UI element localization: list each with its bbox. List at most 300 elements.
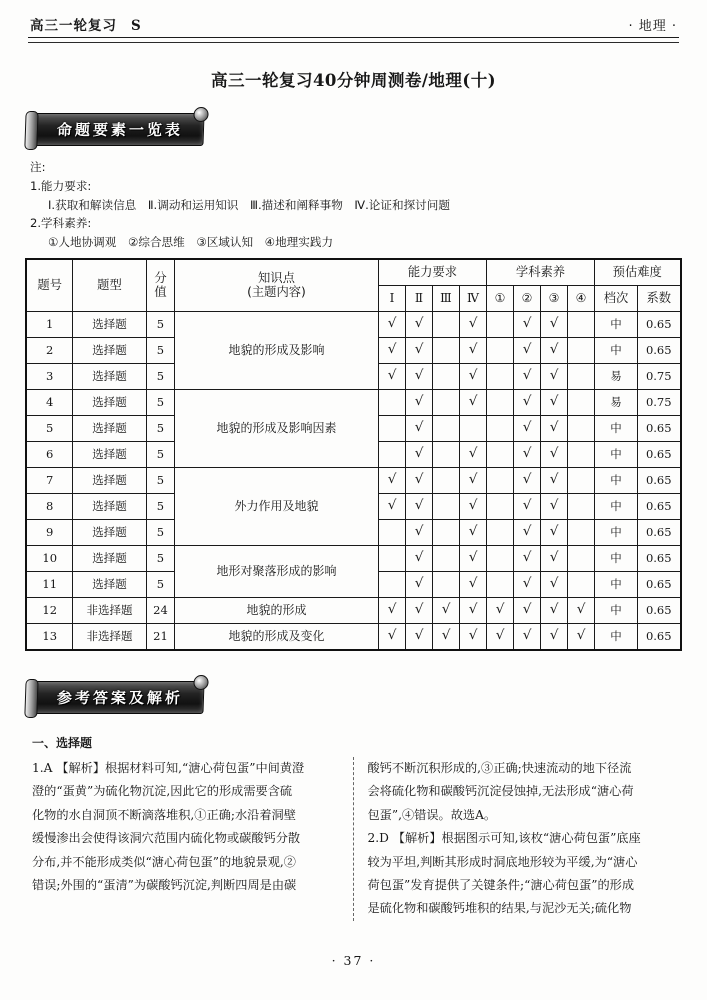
cell-literacy-2 bbox=[513, 389, 540, 415]
cell-ability-1 bbox=[378, 389, 405, 415]
cell-question-type: 选择题 bbox=[72, 467, 146, 493]
page-number: · 37 · bbox=[331, 953, 376, 968]
check-icon: √ bbox=[522, 549, 532, 565]
check-icon: √ bbox=[414, 575, 424, 591]
check-icon: √ bbox=[549, 393, 559, 409]
cell-question-type: 选择题 bbox=[72, 519, 146, 545]
cell-literacy-2 bbox=[513, 519, 540, 545]
check-icon: √ bbox=[549, 419, 559, 435]
cell-score: 24 bbox=[146, 597, 174, 623]
cell-literacy-2 bbox=[513, 311, 540, 337]
cell-question-type: 选择题 bbox=[72, 493, 146, 519]
cell-question-no: 13 bbox=[26, 623, 72, 650]
answer-line: 分布,并不能形成类似“溏心荷包蛋”的地貌景观,② bbox=[32, 854, 296, 869]
answers-banner-wrap bbox=[22, 681, 685, 714]
check-icon: √ bbox=[522, 367, 532, 383]
cell-difficulty-coef: 0.65 bbox=[638, 467, 681, 493]
cell-score: 5 bbox=[146, 441, 174, 467]
cell-ability-3 bbox=[432, 597, 459, 623]
cell-question-no: 5 bbox=[26, 415, 72, 441]
check-icon: √ bbox=[549, 471, 559, 487]
check-icon: √ bbox=[549, 445, 559, 461]
cell-knowledge-point: 地貌的形成及影响 bbox=[174, 311, 378, 389]
exam-elements-table bbox=[25, 258, 681, 651]
check-icon: √ bbox=[522, 627, 532, 643]
cell-ability-2 bbox=[405, 571, 432, 597]
check-icon: √ bbox=[414, 601, 424, 617]
cell-difficulty-coef: 0.65 bbox=[638, 311, 681, 337]
cell-score: 5 bbox=[146, 467, 174, 493]
cell-ability-2 bbox=[405, 389, 432, 415]
cell-score: 5 bbox=[146, 311, 174, 337]
cell-question-type: 选择题 bbox=[72, 363, 146, 389]
answer-line: 1.A 【解析】根据材料可知,“溏心荷包蛋”中间黄澄 bbox=[32, 760, 305, 775]
th-level: 档次 bbox=[595, 285, 638, 311]
check-icon: √ bbox=[468, 627, 478, 643]
cell-difficulty-coef: 0.65 bbox=[638, 597, 681, 623]
th-literacy-3: ③ bbox=[540, 285, 567, 311]
check-icon: √ bbox=[576, 627, 586, 643]
th-literacy: 学科素养 bbox=[486, 259, 594, 286]
th-score-l1: 分 bbox=[154, 271, 167, 286]
cell-literacy-3 bbox=[540, 571, 567, 597]
answer-line: 错误;外围的“蛋清”为碳酸钙沉淀,判断四周是由碳 bbox=[32, 878, 297, 893]
answer-line: 包蛋”,④错误。故选A。 bbox=[367, 807, 497, 822]
check-icon: √ bbox=[414, 367, 424, 383]
cell-literacy-3 bbox=[540, 597, 567, 623]
cell-literacy-4 bbox=[567, 623, 594, 650]
check-icon: √ bbox=[414, 471, 424, 487]
cell-ability-4 bbox=[459, 415, 486, 441]
cell-difficulty-level: 中 bbox=[595, 545, 638, 571]
answers-column-left bbox=[32, 757, 354, 921]
cell-difficulty-coef: 0.65 bbox=[638, 337, 681, 363]
th-knowledge-sub: (主题内容) bbox=[247, 285, 306, 300]
check-icon: √ bbox=[414, 497, 424, 513]
th-literacy-2: ② bbox=[513, 285, 540, 311]
check-icon: √ bbox=[468, 393, 478, 409]
cell-ability-4 bbox=[459, 597, 486, 623]
cell-difficulty-level: 中 bbox=[595, 519, 638, 545]
cell-literacy-1 bbox=[486, 519, 513, 545]
check-icon: √ bbox=[576, 601, 586, 617]
running-head-title: 高三一轮复习 bbox=[30, 18, 117, 34]
cell-ability-1 bbox=[378, 415, 405, 441]
cell-literacy-2 bbox=[513, 467, 540, 493]
cell-difficulty-coef: 0.65 bbox=[638, 493, 681, 519]
cell-literacy-2 bbox=[513, 415, 540, 441]
check-icon: √ bbox=[522, 523, 532, 539]
check-icon: √ bbox=[468, 523, 478, 539]
check-icon: √ bbox=[522, 315, 532, 331]
cell-ability-1 bbox=[378, 519, 405, 545]
table-head bbox=[26, 259, 680, 312]
cell-ability-3 bbox=[432, 415, 459, 441]
check-icon: √ bbox=[468, 575, 478, 591]
cell-ability-2 bbox=[405, 337, 432, 363]
check-icon: √ bbox=[468, 549, 478, 565]
cell-question-no: 3 bbox=[26, 363, 72, 389]
th-ability-1: Ⅰ bbox=[378, 285, 405, 311]
cell-literacy-1 bbox=[486, 337, 513, 363]
th-literacy-1: ① bbox=[486, 285, 513, 311]
th-ability-4: Ⅳ bbox=[459, 285, 486, 311]
running-head-subject: · 地理 · bbox=[628, 19, 677, 34]
cell-ability-1 bbox=[378, 571, 405, 597]
cell-question-no: 2 bbox=[26, 337, 72, 363]
cell-question-type: 选择题 bbox=[72, 571, 146, 597]
check-icon: √ bbox=[414, 393, 424, 409]
cell-question-no: 4 bbox=[26, 389, 72, 415]
cell-ability-2 bbox=[405, 467, 432, 493]
cell-knowledge-point: 地形对聚落形成的影响 bbox=[174, 545, 378, 597]
check-icon: √ bbox=[387, 471, 397, 487]
cell-question-no: 11 bbox=[26, 571, 72, 597]
cell-ability-3 bbox=[432, 441, 459, 467]
cell-difficulty-level: 中 bbox=[595, 493, 638, 519]
check-icon: √ bbox=[522, 575, 532, 591]
cell-ability-3 bbox=[432, 571, 459, 597]
cell-literacy-4 bbox=[567, 493, 594, 519]
table-row bbox=[26, 311, 680, 337]
cell-ability-1 bbox=[378, 311, 405, 337]
cell-literacy-2 bbox=[513, 623, 540, 650]
cell-ability-4 bbox=[459, 519, 486, 545]
cell-literacy-1 bbox=[486, 545, 513, 571]
table-row bbox=[26, 389, 680, 415]
answers-columns bbox=[32, 757, 675, 921]
cell-ability-4 bbox=[459, 389, 486, 415]
cell-question-no: 6 bbox=[26, 441, 72, 467]
check-icon: √ bbox=[522, 445, 532, 461]
cell-score: 5 bbox=[146, 363, 174, 389]
check-icon: √ bbox=[522, 497, 532, 513]
cell-knowledge-point: 外力作用及地貌 bbox=[174, 467, 378, 545]
cell-score: 5 bbox=[146, 415, 174, 441]
cell-knowledge-point: 地貌的形成及影响因素 bbox=[174, 389, 378, 467]
running-head-code: S bbox=[131, 18, 142, 34]
cell-difficulty-level: 中 bbox=[595, 441, 638, 467]
cell-literacy-4 bbox=[567, 415, 594, 441]
check-icon: √ bbox=[387, 497, 397, 513]
table-head-row-1 bbox=[26, 259, 680, 286]
cell-literacy-4 bbox=[567, 571, 594, 597]
cell-literacy-2 bbox=[513, 545, 540, 571]
th-ability-2: Ⅱ bbox=[405, 285, 432, 311]
cell-difficulty-level: 中 bbox=[595, 467, 638, 493]
cell-ability-4 bbox=[459, 545, 486, 571]
cell-literacy-2 bbox=[513, 441, 540, 467]
check-icon: √ bbox=[441, 627, 451, 643]
check-icon: √ bbox=[468, 367, 478, 383]
cell-difficulty-level: 易 bbox=[595, 363, 638, 389]
cell-difficulty-level: 中 bbox=[595, 597, 638, 623]
cell-literacy-1 bbox=[486, 389, 513, 415]
header-rule bbox=[28, 37, 679, 43]
check-icon: √ bbox=[522, 393, 532, 409]
table-row bbox=[26, 545, 680, 571]
cell-difficulty-level: 中 bbox=[595, 311, 638, 337]
cell-difficulty-coef: 0.65 bbox=[638, 571, 681, 597]
cell-ability-2 bbox=[405, 597, 432, 623]
table-banner: 命题要素一览表 bbox=[29, 113, 204, 146]
th-score-l2: 值 bbox=[154, 285, 167, 300]
cell-ability-4 bbox=[459, 571, 486, 597]
cell-ability-3 bbox=[432, 519, 459, 545]
table-row bbox=[26, 467, 680, 493]
check-icon: √ bbox=[468, 601, 478, 617]
answer-line: 2.D 【解析】根据图示可知,该枚“溏心荷包蛋”底座 bbox=[367, 831, 641, 846]
cell-ability-1 bbox=[378, 597, 405, 623]
cell-question-type: 选择题 bbox=[72, 337, 146, 363]
cell-difficulty-level: 中 bbox=[595, 571, 638, 597]
cell-literacy-2 bbox=[513, 337, 540, 363]
cell-literacy-3 bbox=[540, 311, 567, 337]
cell-question-type: 选择题 bbox=[72, 389, 146, 415]
cell-ability-2 bbox=[405, 493, 432, 519]
cell-ability-3 bbox=[432, 337, 459, 363]
answer-line: 化物的水自洞顶不断滴落堆积,①正确;水沿着洞壁 bbox=[32, 807, 296, 822]
cell-literacy-3 bbox=[540, 493, 567, 519]
cell-ability-3 bbox=[432, 389, 459, 415]
notes-line2-items: ①人地协调观 ②综合思维 ③区域认知 ④地理实践力 bbox=[48, 235, 334, 250]
cell-literacy-3 bbox=[540, 623, 567, 650]
notes-line1-items: Ⅰ.获取和解读信息 Ⅱ.调动和运用知识 Ⅲ.描述和阐释事物 Ⅳ.论证和探讨问题 bbox=[48, 197, 450, 212]
cell-score: 5 bbox=[146, 519, 174, 545]
cell-difficulty-coef: 0.65 bbox=[638, 545, 681, 571]
notes-label: 注: bbox=[30, 160, 46, 174]
cell-ability-4 bbox=[459, 493, 486, 519]
check-icon: √ bbox=[522, 601, 532, 617]
running-head bbox=[22, 0, 685, 37]
check-icon: √ bbox=[414, 445, 424, 461]
check-icon: √ bbox=[522, 341, 532, 357]
check-icon: √ bbox=[468, 497, 478, 513]
check-icon: √ bbox=[387, 601, 397, 617]
check-icon: √ bbox=[414, 341, 424, 357]
check-icon: √ bbox=[414, 315, 424, 331]
cell-literacy-4 bbox=[567, 545, 594, 571]
cell-literacy-3 bbox=[540, 519, 567, 545]
cell-literacy-4 bbox=[567, 597, 594, 623]
cell-ability-4 bbox=[459, 441, 486, 467]
cell-ability-3 bbox=[432, 545, 459, 571]
cell-question-type: 非选择题 bbox=[72, 623, 146, 650]
th-ability: 能力要求 bbox=[378, 259, 486, 286]
cell-literacy-1 bbox=[486, 363, 513, 389]
cell-ability-3 bbox=[432, 493, 459, 519]
check-icon: √ bbox=[387, 367, 397, 383]
cell-literacy-3 bbox=[540, 363, 567, 389]
cell-ability-1 bbox=[378, 545, 405, 571]
check-icon: √ bbox=[549, 497, 559, 513]
cell-question-no: 7 bbox=[26, 467, 72, 493]
check-icon: √ bbox=[549, 341, 559, 357]
table-row bbox=[26, 597, 680, 623]
cell-literacy-3 bbox=[540, 337, 567, 363]
cell-ability-4 bbox=[459, 337, 486, 363]
cell-literacy-1 bbox=[486, 415, 513, 441]
cell-question-type: 选择题 bbox=[72, 415, 146, 441]
check-icon: √ bbox=[522, 419, 532, 435]
cell-literacy-1 bbox=[486, 311, 513, 337]
cell-ability-4 bbox=[459, 311, 486, 337]
cell-ability-2 bbox=[405, 415, 432, 441]
answer-line: 是硫化物和碳酸钙堆积的结果,与泥沙无关;硫化物 bbox=[367, 901, 632, 916]
cell-difficulty-level: 中 bbox=[595, 337, 638, 363]
cell-question-type: 选择题 bbox=[72, 441, 146, 467]
cell-literacy-3 bbox=[540, 441, 567, 467]
cell-literacy-4 bbox=[567, 337, 594, 363]
cell-literacy-2 bbox=[513, 571, 540, 597]
cell-ability-2 bbox=[405, 311, 432, 337]
answer-line: 缓慢渗出会使得该洞穴范围内硫化物或碳酸钙分散 bbox=[32, 831, 301, 846]
check-icon: √ bbox=[387, 627, 397, 643]
cell-literacy-3 bbox=[540, 389, 567, 415]
th-difficulty: 预估难度 bbox=[595, 259, 681, 286]
check-icon: √ bbox=[414, 419, 424, 435]
cell-literacy-1 bbox=[486, 597, 513, 623]
cell-literacy-4 bbox=[567, 467, 594, 493]
cell-literacy-4 bbox=[567, 363, 594, 389]
cell-literacy-3 bbox=[540, 415, 567, 441]
answer-line: 荷包蛋”发育提供了关键条件;“溏心荷包蛋”的形成 bbox=[367, 878, 635, 893]
answers-section-title: 一、选择题 bbox=[32, 735, 93, 750]
cell-ability-1 bbox=[378, 623, 405, 650]
cell-ability-4 bbox=[459, 623, 486, 650]
check-icon: √ bbox=[468, 445, 478, 461]
notes-line2: 2.学科素养: bbox=[30, 216, 92, 231]
cell-literacy-1 bbox=[486, 623, 513, 650]
cell-question-no: 10 bbox=[26, 545, 72, 571]
table-banner-wrap bbox=[22, 113, 685, 146]
th-ability-3: Ⅲ bbox=[432, 285, 459, 311]
cell-ability-3 bbox=[432, 623, 459, 650]
check-icon: √ bbox=[414, 627, 424, 643]
th-no: 题号 bbox=[26, 259, 72, 312]
check-icon: √ bbox=[468, 315, 478, 331]
cell-ability-2 bbox=[405, 441, 432, 467]
cell-literacy-4 bbox=[567, 389, 594, 415]
answers-column-right bbox=[354, 757, 676, 921]
check-icon: √ bbox=[522, 471, 532, 487]
cell-ability-3 bbox=[432, 311, 459, 337]
cell-literacy-1 bbox=[486, 467, 513, 493]
check-icon: √ bbox=[549, 549, 559, 565]
cell-ability-1 bbox=[378, 337, 405, 363]
cell-ability-2 bbox=[405, 623, 432, 650]
cell-literacy-2 bbox=[513, 493, 540, 519]
cell-literacy-3 bbox=[540, 467, 567, 493]
cell-score: 5 bbox=[146, 571, 174, 597]
page-title: 高三一轮复习40分钟周测卷/地理(十) bbox=[210, 71, 497, 90]
cell-ability-4 bbox=[459, 363, 486, 389]
check-icon: √ bbox=[468, 471, 478, 487]
cell-difficulty-level: 中 bbox=[595, 415, 638, 441]
cell-difficulty-coef: 0.65 bbox=[638, 415, 681, 441]
cell-literacy-3 bbox=[540, 545, 567, 571]
th-type: 题型 bbox=[72, 259, 146, 312]
cell-difficulty-coef: 0.75 bbox=[638, 363, 681, 389]
check-icon: √ bbox=[549, 523, 559, 539]
notes-line1: 1.能力要求: bbox=[30, 178, 92, 193]
cell-difficulty-coef: 0.65 bbox=[638, 519, 681, 545]
th-coef: 系数 bbox=[638, 285, 681, 311]
check-icon: √ bbox=[549, 367, 559, 383]
table-row bbox=[26, 623, 680, 650]
answer-line: 会将硫化物和碳酸钙沉淀侵蚀掉,无法形成“溏心荷 bbox=[367, 784, 634, 799]
cell-literacy-1 bbox=[486, 493, 513, 519]
check-icon: √ bbox=[549, 627, 559, 643]
cell-ability-1 bbox=[378, 493, 405, 519]
answer-line: 澄的“蛋黄”为硫化物沉淀,因此它的形成需要含硫 bbox=[32, 784, 293, 799]
cell-ability-3 bbox=[432, 467, 459, 493]
check-icon: √ bbox=[495, 601, 505, 617]
cell-literacy-1 bbox=[486, 441, 513, 467]
cell-difficulty-coef: 0.65 bbox=[638, 623, 681, 650]
cell-literacy-4 bbox=[567, 441, 594, 467]
check-icon: √ bbox=[441, 601, 451, 617]
cell-knowledge-point: 地貌的形成及变化 bbox=[174, 623, 378, 650]
check-icon: √ bbox=[549, 575, 559, 591]
cell-ability-2 bbox=[405, 545, 432, 571]
th-score bbox=[146, 259, 174, 312]
cell-ability-2 bbox=[405, 519, 432, 545]
cell-score: 5 bbox=[146, 493, 174, 519]
cell-question-type: 非选择题 bbox=[72, 597, 146, 623]
cell-difficulty-level: 易 bbox=[595, 389, 638, 415]
cell-literacy-4 bbox=[567, 311, 594, 337]
check-icon: √ bbox=[495, 627, 505, 643]
cell-ability-1 bbox=[378, 467, 405, 493]
cell-literacy-1 bbox=[486, 571, 513, 597]
table-body bbox=[26, 311, 680, 650]
cell-ability-2 bbox=[405, 363, 432, 389]
cell-knowledge-point: 地貌的形成 bbox=[174, 597, 378, 623]
answer-line: 较为平坦,判断其形成时洞底地形较为平缓,为“溏心 bbox=[367, 854, 638, 869]
running-head-left bbox=[30, 14, 142, 34]
answer-line: 酸钙不断沉积形成的,③正确;快速流动的地下径流 bbox=[367, 760, 632, 775]
cell-difficulty-coef: 0.65 bbox=[638, 441, 681, 467]
cell-ability-1 bbox=[378, 363, 405, 389]
cell-literacy-2 bbox=[513, 363, 540, 389]
cell-question-type: 选择题 bbox=[72, 311, 146, 337]
cell-question-no: 12 bbox=[26, 597, 72, 623]
cell-ability-4 bbox=[459, 467, 486, 493]
cell-difficulty-level: 中 bbox=[595, 623, 638, 650]
cell-question-type: 选择题 bbox=[72, 545, 146, 571]
cell-score: 5 bbox=[146, 545, 174, 571]
cell-question-no: 1 bbox=[26, 311, 72, 337]
check-icon: √ bbox=[549, 315, 559, 331]
cell-question-no: 8 bbox=[26, 493, 72, 519]
cell-score: 5 bbox=[146, 389, 174, 415]
check-icon: √ bbox=[414, 549, 424, 565]
th-literacy-4: ④ bbox=[567, 285, 594, 311]
cell-literacy-4 bbox=[567, 519, 594, 545]
th-knowledge bbox=[174, 259, 378, 312]
th-knowledge-main: 知识点 bbox=[258, 271, 295, 286]
cell-literacy-2 bbox=[513, 597, 540, 623]
cell-question-no: 9 bbox=[26, 519, 72, 545]
cell-score: 5 bbox=[146, 337, 174, 363]
cell-score: 21 bbox=[146, 623, 174, 650]
notes-block bbox=[30, 158, 685, 252]
check-icon: √ bbox=[549, 601, 559, 617]
cell-difficulty-coef: 0.75 bbox=[638, 389, 681, 415]
check-icon: √ bbox=[468, 341, 478, 357]
check-icon: √ bbox=[387, 315, 397, 331]
